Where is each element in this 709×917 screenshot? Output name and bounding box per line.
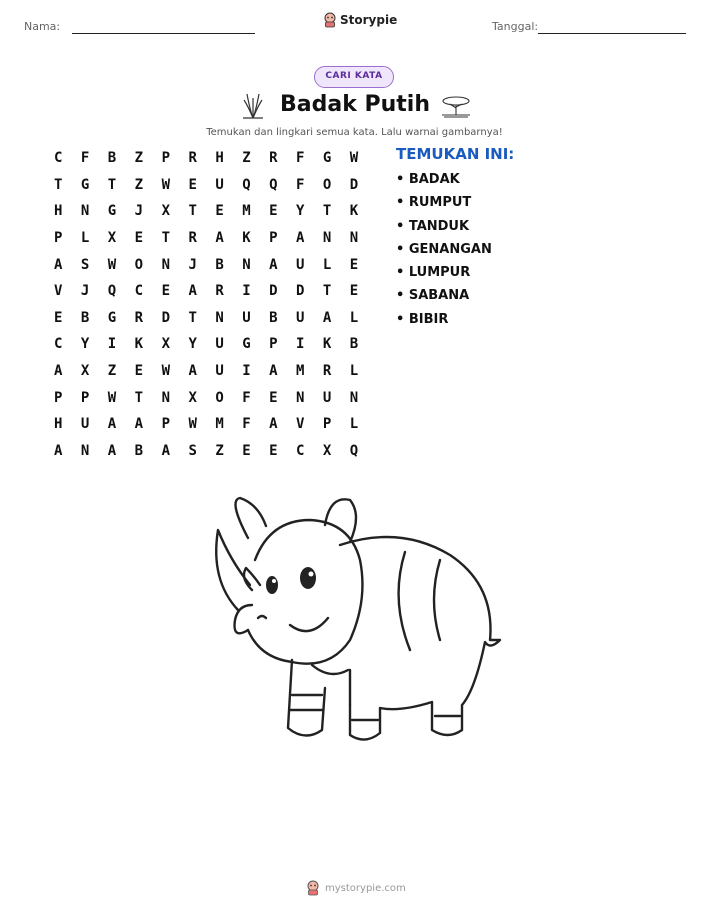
grid-letter[interactable]: X (80, 363, 90, 380)
grid-letter[interactable]: O (134, 256, 144, 273)
grid-letter[interactable]: E (215, 203, 224, 220)
name-field-line[interactable] (72, 33, 255, 34)
grid-letter[interactable]: Y (188, 336, 197, 353)
savanna-tree-icon (440, 94, 472, 118)
grid-letter[interactable]: N (322, 230, 332, 247)
date-label: Tanggal: (492, 20, 539, 33)
grid-letter[interactable]: Q (107, 283, 117, 300)
grid-letter[interactable]: B (107, 150, 117, 167)
grid-letter[interactable]: H (54, 203, 63, 220)
grid-letter[interactable]: A (269, 416, 278, 433)
grid-letter[interactable]: L (349, 363, 359, 380)
grid-letter[interactable]: P (269, 230, 278, 247)
grid-letter[interactable]: T (107, 176, 117, 193)
grid-letter[interactable]: C (54, 336, 63, 353)
grid-letter[interactable]: U (242, 309, 251, 326)
word-list-item: • RUMPUT (396, 195, 472, 211)
grid-letter[interactable]: Z (215, 442, 224, 459)
grid-letter[interactable]: A (215, 230, 224, 247)
grid-letter[interactable]: E (188, 176, 197, 193)
word-list-item: • SABANA (396, 288, 470, 304)
grid-letter[interactable]: F (296, 176, 305, 193)
grid-letter[interactable]: E (269, 442, 278, 459)
grid-letter[interactable]: T (322, 283, 332, 300)
grid-letter[interactable]: X (161, 336, 170, 353)
grid-letter[interactable]: W (188, 416, 197, 433)
grid-letter[interactable]: Y (80, 336, 90, 353)
grid-letter[interactable]: B (269, 309, 278, 326)
grid-letter[interactable]: W (161, 176, 170, 193)
grid-letter[interactable]: A (269, 256, 278, 273)
grid-letter[interactable]: N (80, 442, 90, 459)
grid-letter[interactable]: M (242, 203, 251, 220)
grid-letter[interactable]: E (349, 256, 359, 273)
grid-letter[interactable]: T (188, 203, 197, 220)
grid-letter[interactable]: G (107, 309, 117, 326)
grid-letter[interactable]: W (161, 363, 170, 380)
name-label: Nama: (24, 20, 61, 33)
grid-letter[interactable]: W (349, 150, 359, 167)
grid-letter[interactable]: Z (242, 150, 251, 167)
grid-letter[interactable]: M (215, 416, 224, 433)
grid-letter[interactable]: E (269, 203, 278, 220)
grid-letter[interactable]: P (80, 389, 90, 406)
instructions: Temukan dan lingkari semua kata. Lalu warnai gambarnya! (206, 127, 503, 138)
grid-letter[interactable]: E (349, 283, 359, 300)
grid-letter[interactable]: R (134, 309, 144, 326)
grid-letter[interactable]: X (188, 389, 197, 406)
grid-letter[interactable]: N (215, 309, 224, 326)
grid-letter[interactable]: F (242, 416, 251, 433)
grid-letter[interactable]: D (269, 283, 278, 300)
grid-letter[interactable]: V (54, 283, 63, 300)
grid-letter[interactable]: G (107, 203, 117, 220)
grid-letter[interactable]: P (54, 230, 63, 247)
letter-grid[interactable] (50, 145, 373, 464)
grid-letter[interactable]: A (296, 230, 305, 247)
grid-letter[interactable]: R (322, 363, 332, 380)
grid-letter[interactable]: A (107, 416, 117, 433)
grid-letter[interactable]: Z (134, 176, 144, 193)
grid-letter[interactable]: E (269, 389, 278, 406)
grid-letter[interactable]: A (161, 442, 170, 459)
grid-letter[interactable]: H (54, 416, 63, 433)
grid-letter[interactable]: F (296, 150, 305, 167)
grid-letter[interactable]: U (215, 363, 224, 380)
grid-letter[interactable]: P (54, 389, 63, 406)
grid-letter[interactable]: Y (296, 203, 305, 220)
grid-letter[interactable]: E (134, 363, 144, 380)
grid-letter[interactable]: L (349, 309, 359, 326)
grid-letter[interactable]: K (349, 203, 359, 220)
grid-letter[interactable]: U (80, 416, 90, 433)
grid-letter[interactable]: R (269, 150, 278, 167)
grid-letter[interactable]: N (161, 256, 170, 273)
grid-letter[interactable]: T (188, 309, 197, 326)
grid-letter[interactable]: Q (242, 176, 251, 193)
word-list-item: • TANDUK (396, 218, 470, 234)
grid-letter[interactable]: Q (269, 176, 278, 193)
grid-letter[interactable]: A (269, 363, 278, 380)
grid-letter[interactable]: P (322, 416, 332, 433)
word-search-badge: CARI KATA (314, 66, 394, 88)
grid-letter[interactable]: A (54, 442, 63, 459)
grid-letter[interactable]: O (322, 176, 332, 193)
page-title: Badak Putih (279, 92, 430, 117)
grid-letter[interactable]: A (134, 416, 144, 433)
grid-letter[interactable]: K (134, 336, 144, 353)
grid-letter[interactable]: F (242, 389, 251, 406)
grid-letter[interactable]: D (161, 309, 170, 326)
grid-letter[interactable]: J (188, 256, 197, 273)
grid-letter[interactable]: N (349, 389, 359, 406)
grid-letter[interactable]: N (349, 230, 359, 247)
grid-letter[interactable]: W (107, 389, 117, 406)
grid-letter[interactable]: C (296, 442, 305, 459)
grid-letter[interactable]: B (349, 336, 359, 353)
grid-letter[interactable]: G (80, 176, 90, 193)
rhino-illustration (200, 490, 510, 750)
footer-mascot-icon (306, 880, 320, 896)
grid-letter[interactable]: A (107, 442, 117, 459)
grid-letter[interactable]: P (161, 416, 170, 433)
date-field-line[interactable] (538, 33, 686, 34)
grid-letter[interactable]: I (242, 283, 251, 300)
grid-letter[interactable]: U (322, 389, 332, 406)
grid-letter[interactable]: N (242, 256, 251, 273)
logo-text: Storypie (340, 13, 398, 27)
grid-letter[interactable]: U (215, 176, 224, 193)
grid-letter[interactable]: C (54, 150, 63, 167)
footer (306, 880, 406, 896)
grid-letter[interactable]: B (80, 309, 90, 326)
grid-letter[interactable]: A (54, 256, 63, 273)
grid-letter[interactable]: V (296, 416, 305, 433)
grid-letter[interactable]: K (242, 230, 251, 247)
grid-letter[interactable]: O (215, 389, 224, 406)
grid-letter[interactable]: N (296, 389, 305, 406)
grid-letter[interactable]: E (242, 442, 251, 459)
grid-letter[interactable]: B (215, 256, 224, 273)
grid-letter[interactable]: X (322, 442, 332, 459)
grid-letter[interactable]: X (107, 230, 117, 247)
grid-letter[interactable]: F (80, 150, 90, 167)
grid-letter[interactable]: P (269, 336, 278, 353)
grid-letter[interactable]: K (322, 336, 332, 353)
storypie-mascot-icon (323, 12, 337, 28)
grid-letter[interactable]: A (188, 283, 197, 300)
grid-letter[interactable]: L (322, 256, 332, 273)
grid-letter[interactable]: R (215, 283, 224, 300)
grid-letter[interactable]: W (107, 256, 117, 273)
grid-letter[interactable]: I (107, 336, 117, 353)
grid-letter[interactable]: P (161, 150, 170, 167)
grid-letter[interactable]: X (161, 203, 170, 220)
grid-letter[interactable]: Z (134, 150, 144, 167)
grid-letter[interactable]: N (161, 389, 170, 406)
word-list-item: • LUMPUR (396, 265, 471, 281)
word-list-title: TEMUKAN INI: (396, 145, 515, 163)
grid-letter[interactable]: R (188, 230, 197, 247)
grid-letter[interactable]: B (134, 442, 144, 459)
grid-letter[interactable]: J (80, 283, 90, 300)
grid-letter[interactable]: U (296, 309, 305, 326)
word-list-item: • GENANGAN (396, 241, 492, 257)
grid-letter[interactable]: L (349, 416, 359, 433)
grid-letter[interactable]: G (242, 336, 251, 353)
grid-letter[interactable]: D (296, 283, 305, 300)
grid-letter[interactable]: Z (107, 363, 117, 380)
grid-letter[interactable]: H (215, 150, 224, 167)
grid-letter[interactable]: R (188, 150, 197, 167)
grid-letter[interactable]: A (54, 363, 63, 380)
grid-letter[interactable]: M (296, 363, 305, 380)
grid-letter[interactable]: N (80, 203, 90, 220)
grid-letter[interactable]: I (242, 363, 251, 380)
grid-letter[interactable]: E (134, 230, 144, 247)
grid-letter[interactable]: T (161, 230, 170, 247)
grid-letter[interactable]: G (322, 150, 332, 167)
grid-letter[interactable]: T (322, 203, 332, 220)
grid-letter[interactable]: U (296, 256, 305, 273)
grid-letter[interactable]: T (134, 389, 144, 406)
grid-letter[interactable]: J (134, 203, 144, 220)
grid-letter[interactable]: T (54, 176, 63, 193)
grid-letter[interactable]: Q (349, 442, 359, 459)
word-list-item: • BIBIR (396, 311, 449, 327)
grid-letter[interactable]: E (54, 309, 63, 326)
grid-letter[interactable]: I (296, 336, 305, 353)
footer-url: mystorypie.com (325, 882, 406, 894)
grid-letter[interactable]: E (161, 283, 170, 300)
grid-letter[interactable]: L (80, 230, 90, 247)
grid-letter[interactable]: D (349, 176, 359, 193)
grid-letter[interactable]: S (80, 256, 90, 273)
grid-letter[interactable]: U (215, 336, 224, 353)
grid-letter[interactable]: S (188, 442, 197, 459)
grid-letter[interactable]: C (134, 283, 144, 300)
grid-letter[interactable]: A (322, 309, 332, 326)
storypie-logo (323, 12, 397, 28)
word-list-item: • BADAK (396, 172, 460, 187)
grid-letter[interactable]: A (188, 363, 197, 380)
word-list (396, 170, 492, 333)
